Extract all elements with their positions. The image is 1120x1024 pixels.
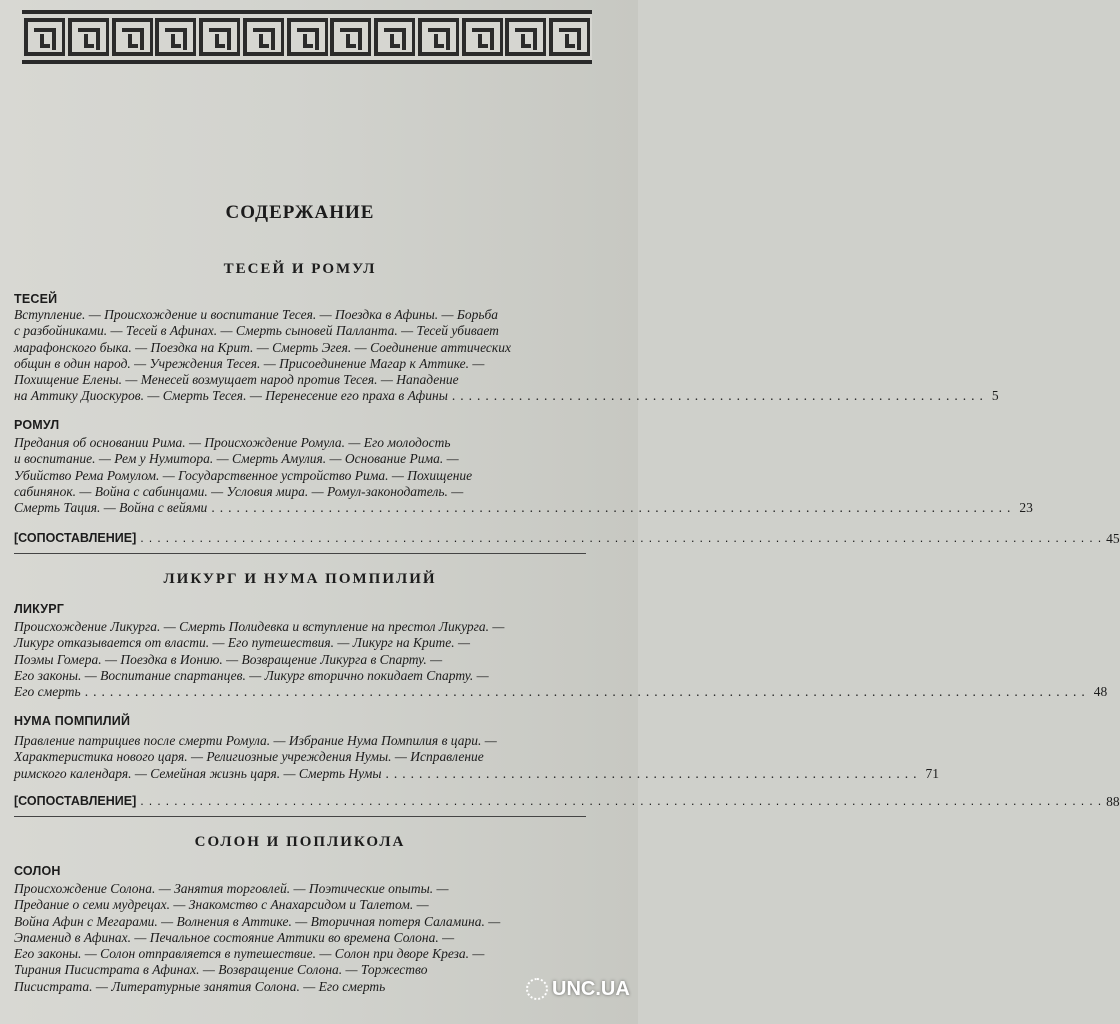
entry-line: Его законы. — Воспитание спартанцев. — Ликург вторично покидает Спарту. — — [14, 667, 489, 683]
meander-ornament — [24, 18, 65, 56]
toc-entry-solon — [14, 881, 584, 995]
entry-line: общин в один народ. — Учреждения Тесея. — Присоединение Магар к Аттике. — — [14, 355, 485, 371]
comparison-entry: [СОПОСТАВЛЕНИЕ] .................................................................................................................. 88 — [14, 794, 1120, 809]
meander-ornament — [155, 18, 196, 56]
entry-line: Предания об основании Рима. — Происхождение Ромула. — Его молодость — [14, 435, 451, 450]
toc-entry-romulus — [14, 435, 1033, 516]
page-title: СОДЕРЖАНИЕ — [225, 202, 375, 223]
section-heading-romulus: РОМУЛ — [14, 418, 60, 432]
entry-line: Эпаменид в Афинах. — Печальное состояние Аттики во времена Солона. — — [14, 929, 455, 945]
meander-ornament — [330, 18, 371, 56]
meander-ornament — [549, 18, 590, 56]
leader-dots: .................................................................................................................. — [140, 531, 1107, 545]
star-logo-icon — [526, 978, 548, 1000]
meander-ornament — [462, 18, 503, 56]
entry-line-last: римского календаря. — Семейная жизнь царя. — Смерть Нумы ................................................................ 71 — [14, 765, 939, 781]
section-heading-solon: СОЛОН — [14, 864, 61, 878]
comparison-entry: [СОПОСТАВЛЕНИЕ] .................................................................................................................. 45 — [14, 531, 1120, 546]
page-number: 71 — [925, 765, 939, 781]
leader-dots: .................................................................................................................. — [140, 794, 1107, 808]
entry-line: Происхождение Солона. — Занятия торговлей. — Поэтические опыты. — — [14, 881, 449, 896]
entry-line: Правление патрициев после смерти Ромула. — Избрание Нума Помпилия в цари. — — [14, 733, 497, 748]
meander-ornament — [374, 18, 415, 56]
entry-line: Вступление. — Происхождение и воспитание Тесея. — Поездка в Афины. — Борьба — [14, 307, 499, 322]
leader-dots: ................................................................ — [451, 388, 988, 404]
entry-line: сабинянок. — Война с сабинцами. — Условия мира. — Ромул-законодатель. — — [14, 483, 464, 499]
meander-ornament — [68, 18, 109, 56]
section-heading-theseus: ТЕСЕЙ — [14, 292, 58, 306]
part-title-lycurgus-numa: ЛИКУРГ И НУМА ПОМПИЛИЙ — [163, 571, 437, 587]
entry-line: Ликург отказывается от власти. — Его путешествия. — Ликург на Крите. — — [14, 635, 471, 651]
entry-line: марафонского быка. — Поездка на Крит. — Смерть Эгея. — Соединение аттических — [14, 339, 511, 355]
entry-line: Убийство Рема Ромулом. — Государственное устройство Рима. — Похищение — [14, 467, 473, 483]
page-number: 45 — [1106, 531, 1120, 546]
page-number: 5 — [991, 388, 999, 404]
entry-line: Писистрата. — Литературные занятия Солона. — Его смерть — [14, 978, 386, 994]
meander-ornament — [243, 18, 284, 56]
divider — [14, 553, 586, 554]
page-number: 88 — [1106, 794, 1120, 809]
meander-ornament — [287, 18, 328, 56]
entry-line: Поэмы Гомера. — Поездка в Ионию. — Возвращение Ликурга в Спарту. — — [14, 651, 443, 667]
entry-line-last: на Аттику Диоскуров. — Смерть Тесея. — Перенесение его праха в Афины ................................................................ 5 — [14, 388, 999, 404]
entry-line: Его законы. — Солон отправляется в путешествие. — Солон при дворе Креза. — — [14, 946, 485, 962]
meander-ornament — [199, 18, 240, 56]
entry-line: Похищение Елены. — Менесей возмущает народ против Тесея. — Нападение — [14, 372, 459, 388]
page-number: 48 — [1093, 684, 1108, 700]
leader-dots: ........................................................................................................................ — [84, 684, 1090, 700]
section-heading-lycurgus: ЛИКУРГ — [14, 602, 65, 616]
toc-entry-theseus — [14, 307, 999, 405]
part-title-theseus-romulus: ТЕСЕЙ И РОМУЛ — [223, 261, 377, 277]
section-heading-numa: НУМА ПОМПИЛИЙ — [14, 714, 131, 728]
toc-entry-numa — [14, 733, 939, 782]
entry-line: Предание о семи мудрецах. — Знакомство с Анахарсидом и Талетом. — — [14, 897, 429, 913]
entry-line: с разбойниками. — Тесей в Афинах. — Смерть сыновей Палланта. — Тесей убивает — [14, 323, 499, 339]
entry-line-last: Его смерть ........................................................................................................................ 48 — [14, 684, 1108, 700]
entry-line: Характеристика нового царя. — Религиозные учреждения Нумы. — Исправление — [14, 749, 484, 765]
meander-ornament — [418, 18, 459, 56]
site-watermark: UNC.UA — [526, 972, 636, 1006]
toc-entry-lycurgus — [14, 619, 1108, 700]
entry-line-last: Смерть Тация. — Война с вейями ................................................................................................ 23 — [14, 500, 1033, 516]
divider — [14, 816, 586, 817]
leader-dots: ................................................................ — [385, 765, 922, 781]
leader-dots: ................................................................................................ — [211, 500, 1016, 516]
entry-line: Война Афин с Мегарами. — Волнения в Аттике. — Вторичная потеря Саламина. — — [14, 913, 501, 929]
part-title-solon-publicola: СОЛОН И ПОПЛИКОЛА — [194, 834, 406, 850]
page-number: 23 — [1019, 500, 1033, 516]
entry-line: Происхождение Ликурга. — Смерть Полидевка и вступление на престол Ликурга. — — [14, 619, 505, 634]
greek-key-border — [22, 10, 592, 64]
entry-line: Тирания Писистрата в Афинах. — Возвращение Солона. — Торжество — [14, 962, 428, 978]
meander-ornament — [505, 18, 546, 56]
meander-ornament — [112, 18, 153, 56]
entry-line: и воспитание. — Рем у Нумитора. — Смерть Амулия. — Основание Рима. — — [14, 451, 459, 467]
